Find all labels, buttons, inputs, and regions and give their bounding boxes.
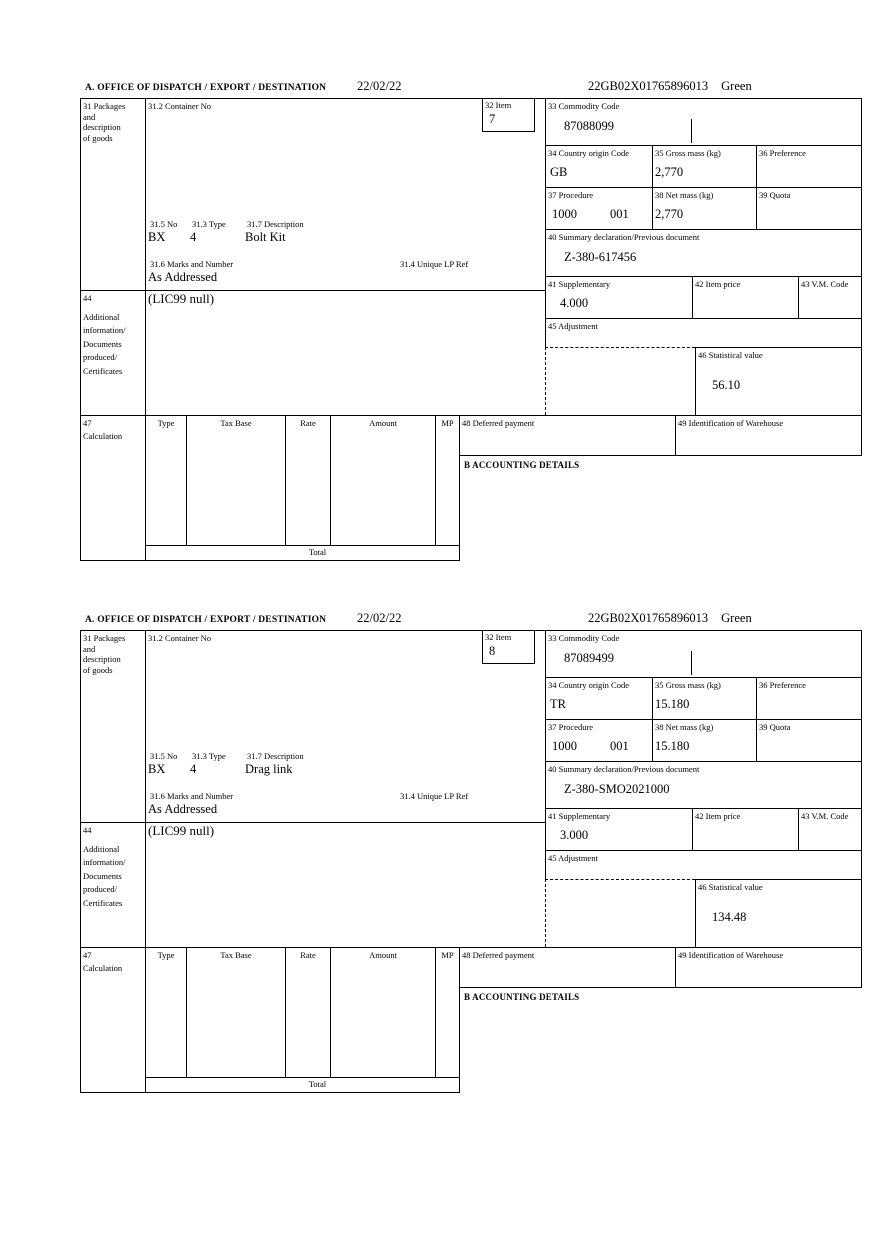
marks-number-label: 31.6 Marks and Number [150,259,234,269]
commodity-code-label: 33 Commodity Code [548,101,620,111]
box-47-calculation-label [80,947,146,1093]
procedure-code-value: 1000 [552,739,577,753]
box-38-net-mass [652,187,756,229]
country-origin-label: 34 Country origin Code [548,680,629,690]
box-40-summary-declaration [545,761,862,808]
box44-label-line: Additional [83,311,120,322]
box-37-procedure [545,719,652,761]
box31-label-line: description [83,122,121,132]
additional-info-value: (LIC99 null) [148,823,215,838]
supplementary-value: 3.000 [560,828,589,842]
calc-col-rate [285,415,330,545]
box44-label-line: produced/ [83,352,117,362]
box-35-gross-mass [652,145,756,187]
rate-column-header: Rate [300,950,316,960]
item-number-value: 7 [489,111,496,126]
box44-label-line: produced/ [83,884,117,894]
package-no-label: 31.5 No [150,219,178,229]
adjustment-label: 45 Adjustment [548,321,598,331]
statistical-value-label: 46 Statistical value [698,350,763,360]
calc-total-row [146,1077,460,1093]
movement-reference [588,611,752,626]
package-type-label: 31.3 Type [192,219,226,229]
box-46-statistical-value [695,879,862,947]
box-b-accounting-details [460,987,862,1073]
statistical-value-label: 46 Statistical value [698,882,763,892]
box44-label-line: Documents [83,338,122,349]
box-33-commodity-code [545,98,862,145]
box-44-label [80,822,146,947]
preference-label: 36 Preference [759,680,806,690]
box-45-adjustment [545,850,862,879]
calc-col-type [146,415,186,545]
box-41-supplementary [545,276,692,318]
accounting-details-label: B ACCOUNTING DETAILS [464,460,580,470]
calc-total-row [146,545,460,561]
declaration-item-section-2 [80,607,863,1096]
procedure-code-2-value: 001 [610,207,629,221]
statistical-value: 56.10 [712,378,741,392]
net-mass-value: 2,770 [655,207,684,221]
box31-label-line: description [83,654,121,664]
box31-label-line: 31 Packages [83,101,126,111]
quota-label: 39 Quota [759,190,791,200]
deferred-payment-label: 48 Deferred payment [462,950,535,960]
routing-status: Green [721,611,752,625]
unique-lp-ref-label: 31.4 Unique LP Ref [400,791,469,801]
amount-column-header: Amount [369,950,397,960]
calc-col-amount [330,415,435,545]
total-label: Total [308,1079,327,1089]
mrn-value: 22GB02X01765896013 [588,611,709,625]
supplementary-label: 41 Supplementary [548,811,611,821]
statistical-dashed-area [545,879,695,947]
box-36-preference [756,145,862,187]
country-origin-value: TR [550,697,566,711]
calc-col-tax-base [186,947,285,1077]
box-39-quota [756,719,862,761]
package-type-value: 4 [190,762,197,776]
sad-form-grid [80,98,863,564]
box44-label-line: Additional [83,843,120,854]
procedure-label: 37 Procedure [548,190,594,200]
total-label: Total [308,547,327,557]
gross-mass-value: 2,770 [655,165,684,179]
declaration-date: 22/02/22 [357,79,402,93]
calc-col-amount [330,947,435,1077]
box44-label-line: Certificates [83,897,123,908]
additional-info-value: (LIC99 null) [148,291,215,306]
net-mass-value: 15.180 [655,739,690,753]
item-price-label: 42 Item price [695,811,741,821]
goods-description-label: 31.7 Description [247,219,304,229]
marks-number-value: As Addressed [148,802,218,816]
container-no-label: 31.2 Container No [148,633,212,643]
adjustment-label: 45 Adjustment [548,853,598,863]
box47-label-line: Calculation [83,962,123,973]
calc-col-rate [285,947,330,1077]
declaration-date: 22/02/22 [357,611,402,625]
box-32-item [482,630,535,664]
box31-label-line: 31 Packages [83,633,126,643]
box-b-accounting-details [460,455,862,541]
summary-declaration-value: Z-380-SMO2021000 [564,782,670,796]
box47-label-line: 47 [83,950,92,960]
box-34-country-origin [545,677,652,719]
box-43-vm-code [798,276,862,318]
container-no-label: 31.2 Container No [148,101,212,111]
package-type-label: 31.3 Type [192,751,226,761]
box-41-supplementary [545,808,692,850]
gross-mass-value: 15.180 [655,697,690,711]
net-mass-label: 38 Net mass (kg) [655,722,714,732]
mp-column-header: MP [441,950,454,960]
box-31-packages-label [80,630,146,822]
box-45-adjustment [545,318,862,347]
box-32-item [482,98,535,132]
marks-number-value: As Addressed [148,270,218,284]
tax-base-column-header: Tax Base [220,418,252,428]
summary-declaration-label: 40 Summary declaration/Previous document [548,232,700,242]
calc-col-mp [435,415,460,545]
goods-description-value: Bolt Kit [245,230,286,244]
box-49-warehouse [675,415,862,455]
box44-label-line: information/ [83,857,126,867]
box-46-statistical-value [695,347,862,415]
box-49-warehouse [675,947,862,987]
box-37-procedure [545,187,652,229]
deferred-payment-label: 48 Deferred payment [462,418,535,428]
box-44-label [80,290,146,415]
mrn-value: 22GB02X01765896013 [588,79,709,93]
country-origin-label: 34 Country origin Code [548,148,629,158]
box-35-gross-mass [652,677,756,719]
vm-code-label: 43 V.M. Code [801,279,849,289]
box-39-quota [756,187,862,229]
summary-declaration-value: Z-380-617456 [564,250,637,264]
box44-label-line: 44 [83,825,92,835]
box-33-commodity-code [545,630,862,677]
warehouse-id-label: 49 Identification of Warehouse [678,418,784,428]
warehouse-id-label: 49 Identification of Warehouse [678,950,784,960]
box-40-summary-declaration [545,229,862,276]
box-38-net-mass [652,719,756,761]
movement-reference [588,79,752,94]
type-column-header: Type [157,418,175,428]
office-of-dispatch-heading: A. OFFICE OF DISPATCH / EXPORT / DESTINATION [85,83,327,93]
calc-col-tax-base [186,415,285,545]
section-header [80,607,863,630]
box-42-item-price [692,808,798,850]
marks-number-label: 31.6 Marks and Number [150,791,234,801]
box-34-country-origin [545,145,652,187]
box31-label-line: and [83,643,96,654]
procedure-code-value: 1000 [552,207,577,221]
box31-label-line: of goods [83,132,113,143]
box44-label-line: 44 [83,293,92,303]
box-47-calculation-label [80,415,146,561]
supplementary-label: 41 Supplementary [548,279,611,289]
package-no-label: 31.5 No [150,751,178,761]
item-number-value: 8 [489,643,496,658]
amount-column-header: Amount [369,418,397,428]
procedure-code-2-value: 001 [610,739,629,753]
quota-label: 39 Quota [759,722,791,732]
section-header [80,75,863,98]
item-label: 32 Item [485,632,512,642]
accounting-details-label: B ACCOUNTING DETAILS [464,992,580,1002]
net-mass-label: 38 Net mass (kg) [655,190,714,200]
box-44-additional-info [146,822,545,947]
office-of-dispatch-heading: A. OFFICE OF DISPATCH / EXPORT / DESTINATION [85,615,327,625]
box-36-preference [756,677,862,719]
box-48-deferred-payment [460,415,675,455]
declaration-item-section-1 [80,75,863,564]
calc-col-type [146,947,186,1077]
routing-status: Green [721,79,752,93]
box-31-packages-label [80,98,146,290]
gross-mass-label: 35 Gross mass (kg) [655,680,721,690]
package-no-value: BX [148,762,166,776]
item-price-label: 42 Item price [695,279,741,289]
preference-label: 36 Preference [759,148,806,158]
rate-column-header: Rate [300,418,316,428]
commodity-code-label: 33 Commodity Code [548,633,620,643]
package-no-value: BX [148,230,166,244]
statistical-value: 134.48 [712,910,747,924]
goods-description-value: Drag link [245,762,293,776]
box44-label-line: information/ [83,325,126,335]
box-43-vm-code [798,808,862,850]
type-column-header: Type [157,950,175,960]
box47-label-line: Calculation [83,430,123,441]
country-origin-value: GB [550,165,568,179]
box-42-item-price [692,276,798,318]
supplementary-value: 4.000 [560,296,589,310]
package-type-value: 4 [190,230,197,244]
statistical-dashed-area [545,347,695,415]
procedure-label: 37 Procedure [548,722,594,732]
sad-form-grid [80,630,863,1096]
commodity-code-divider [691,651,692,675]
tax-base-column-header: Tax Base [220,950,252,960]
box44-label-line: Documents [83,870,122,881]
box-48-deferred-payment [460,947,675,987]
commodity-code-value: 87088099 [564,119,614,133]
mp-column-header: MP [441,418,454,428]
summary-declaration-label: 40 Summary declaration/Previous document [548,764,700,774]
vm-code-label: 43 V.M. Code [801,811,849,821]
box31-label-line: of goods [83,664,113,675]
calc-col-mp [435,947,460,1077]
box-44-additional-info [146,290,545,415]
gross-mass-label: 35 Gross mass (kg) [655,148,721,158]
goods-description-label: 31.7 Description [247,751,304,761]
item-label: 32 Item [485,100,512,110]
commodity-code-value: 87089499 [564,651,614,665]
unique-lp-ref-label: 31.4 Unique LP Ref [400,259,469,269]
box31-label-line: and [83,111,96,122]
box47-label-line: 47 [83,418,92,428]
commodity-code-divider [691,119,692,143]
box44-label-line: Certificates [83,365,123,376]
